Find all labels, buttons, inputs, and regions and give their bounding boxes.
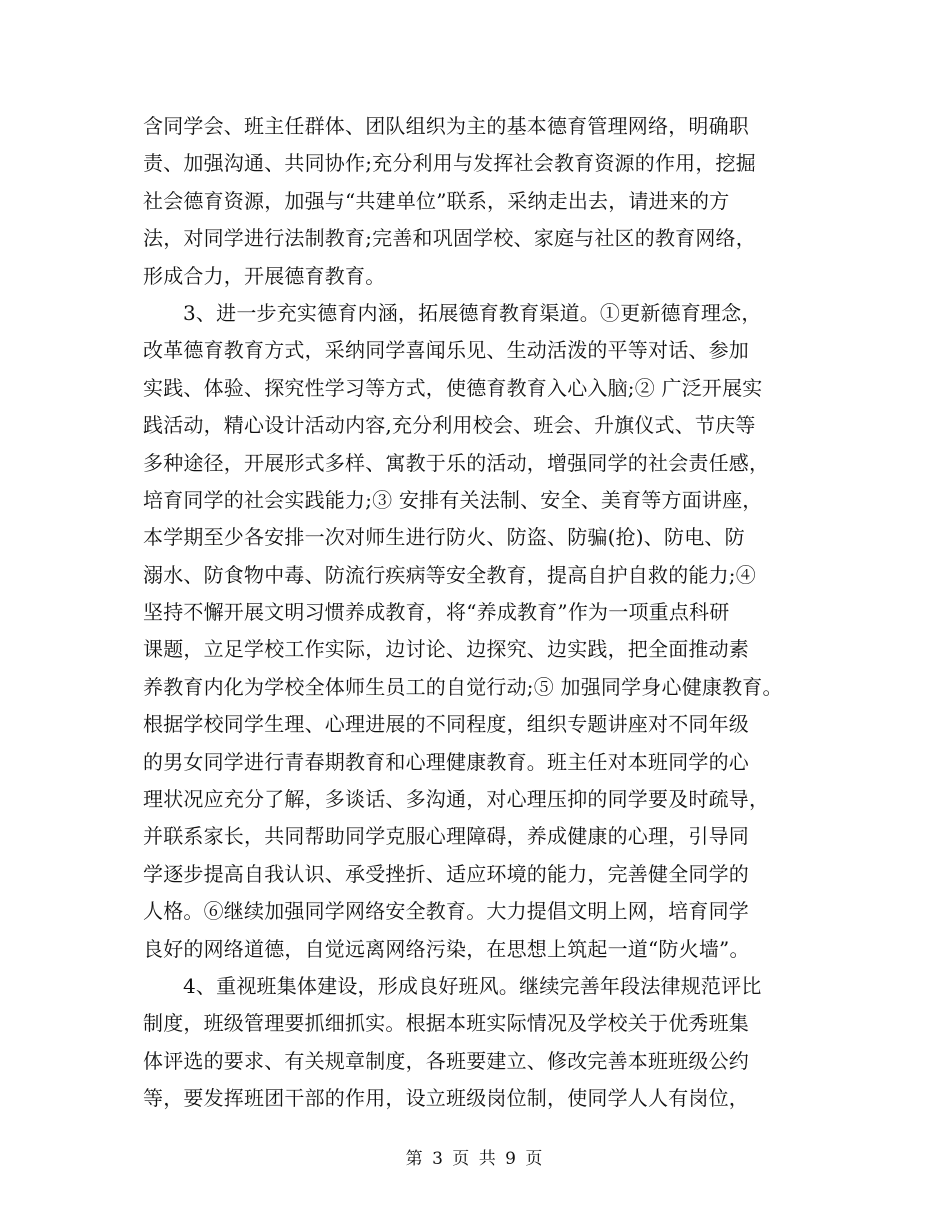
text-line: 形成合力，开展德育教育。 <box>143 263 386 288</box>
text-line: 养教育内化为学校全体师生员工的自觉行动;⑤ 加强同学身心健康教育。 <box>143 674 783 699</box>
text-line: 实践、体验、探究性学习等方式，使德育教育入心入脑;② 广泛开展实 <box>143 375 763 400</box>
text-line: 制度，班级管理要抓细抓实。根据本班实际情况及学校关于优秀班集 <box>143 1011 749 1036</box>
text-line: 改革德育教育方式，采纳同学喜闻乐见、生动活泼的平等对话、参加 <box>143 338 749 363</box>
text-line: 含同学会、班主任群体、团队组织为主的基本德育管理网络，明确职 <box>143 114 749 138</box>
page-footer: 第 3 页 共 9 页 <box>405 1149 545 1169</box>
text-line: 多种途径，开展形式多样、寓教于乐的活动，增强同学的社会责任感， <box>143 450 770 475</box>
text-line: 法，对同学进行法制教育;完善和巩固学校、家庭与社区的教育网络， <box>143 226 756 251</box>
text-line: 并联系家长，共同帮助同学克服心理障碍，养成健康的心理，引导同 <box>143 824 749 849</box>
text-line: 课题，立足学校工作实际，边讨论、边探究、边实践，把全面推动素 <box>143 637 749 662</box>
text-line: 学逐步提高自我认识、承受挫折、适应环境的能力，完善健全同学的 <box>143 861 749 886</box>
text-line: 坚持不懈开展文明习惯养成教育，将“养成教育”作为一项重点科研 <box>143 600 730 625</box>
text-line: 本学期至少各安排一次对师生进行防火、防盗、防骗(抢)、防电、防 <box>143 525 745 550</box>
text-line: 责、加强沟通、共同协作;充分利用与发挥社会教育资源的作用，挖掘 <box>143 151 756 176</box>
paragraph-start-line: 4、重视班集体建设，形成良好班风。继续完善年段法律规范评比 <box>183 973 762 998</box>
text-line: 理状况应充分了解，多谈话、多沟通，对心理压抑的同学要及时疏导， <box>143 787 770 812</box>
text-line: 的男女同学进行青春期教育和心理健康教育。班主任对本班同学的心 <box>143 749 749 774</box>
text-line: 良好的网络道德，自觉远离网络污染，在思想上筑起一道“防火墙”。 <box>143 936 750 961</box>
text-line: 培育同学的社会实践能力;③ 安排有关法制、安全、美育等方面讲座， <box>143 487 763 512</box>
text-line: 等，要发挥班团干部的作用，设立班级岗位制，使同学人人有岗位， <box>143 1086 749 1111</box>
text-line: 践活动，精心设计活动内容,充分利用校会、班会、升旗仪式、节庆等 <box>143 413 756 438</box>
text-line: 人格。⑥继续加强同学网络安全教育。大力提倡文明上网，培育同学 <box>143 899 749 924</box>
text-line: 社会德育资源，加强与“共建单位”联系，采纳走出去，请进来的方 <box>143 188 730 213</box>
paragraph-start-line: 3、进一步充实德育内涵，拓展德育教育渠道。①更新德育理念， <box>183 300 762 325</box>
body-text <box>143 108 843 1118</box>
text-line: 根据学校同学生理、心理进展的不同程度，组织专题讲座对不同年级 <box>143 712 749 737</box>
text-line: 溺水、防食物中毒、防流行疾病等安全教育，提高自护自救的能力;④ <box>143 562 756 587</box>
text-line: 体评选的要求、有关规章制度，各班要建立、修改完善本班班级公约 <box>143 1048 749 1073</box>
